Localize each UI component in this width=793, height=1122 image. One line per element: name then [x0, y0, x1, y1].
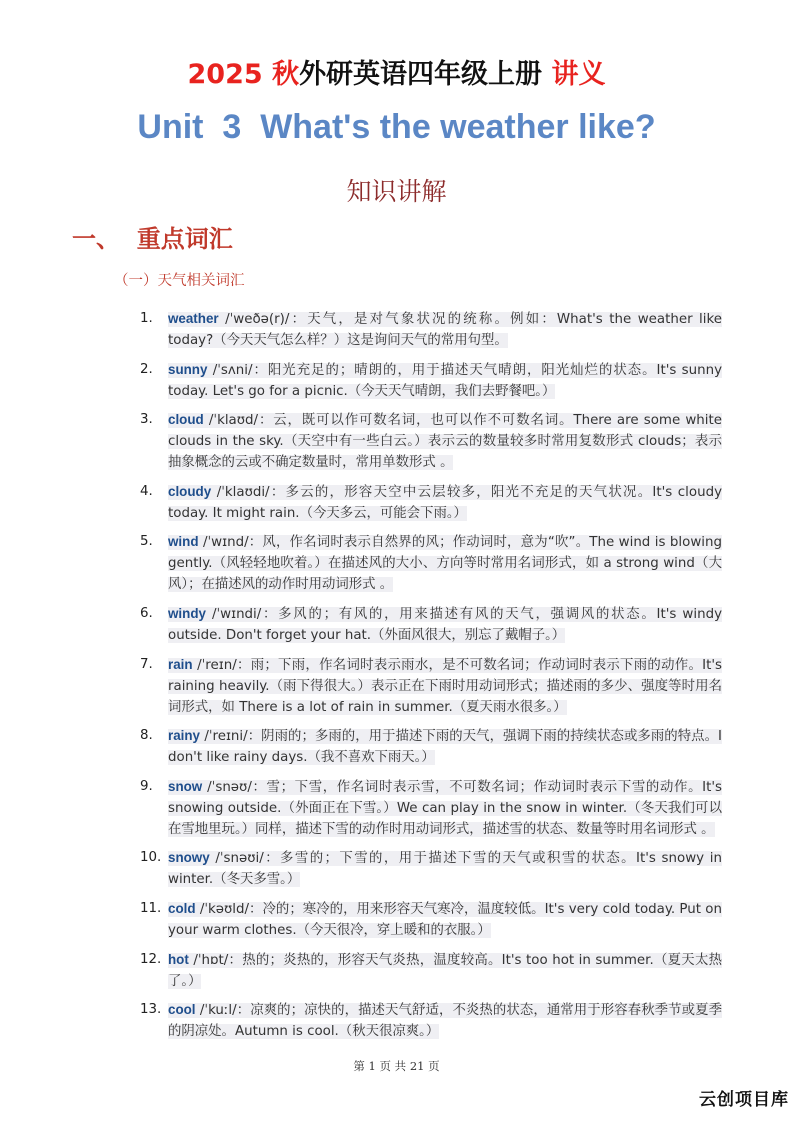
vocab-item: [140, 531, 722, 595]
vocab-item: [140, 308, 722, 351]
vocab-word: sunny: [168, 361, 208, 377]
page-number: 第 1 页 共 21 页: [353, 1059, 440, 1073]
vocab-definition: /ˈhɒt/：热的；炎热的，形容天气炎热，温度较高。It's too hot in summer.（夏天太热了。）: [168, 952, 722, 989]
vocab-word: wind: [168, 534, 199, 550]
vocab-word: rain: [168, 656, 193, 672]
vocab-item: [140, 409, 722, 473]
vocab-definition: /ˈwɪndi/：多风的；有风的，用来描述有风的天气，强调风的状态。It's windy outside. Don't forget your hat.（外面风很大，别忘了戴帽子。）: [168, 606, 722, 643]
vocab-word: cold: [168, 900, 196, 916]
vocab-item: [140, 949, 722, 992]
vocab-word: snowy: [168, 850, 210, 866]
vocab-definition: /ˈkəʊld/：冷的；寒冷的，用来形容天气寒冷，温度较低。It's very cold today. Put on your warm clothes.（今天很冷，穿上暖和的衣服。）: [168, 901, 722, 938]
item-number: 13.: [140, 1002, 162, 1018]
subsection-heading: （一）天气相关词汇: [114, 273, 245, 289]
item-number: 5.: [140, 534, 153, 550]
vocab-item: [140, 847, 722, 890]
vocab-word: cloudy: [168, 483, 212, 499]
vocab-definition: /ˈwɪnd/：风，作名词时表示自然界的风；作动词时，意为“吹”。The wind is blowing gently.（风轻轻地吹着。）在描述风的大小、方向等时常用名词形式，如 a strong wind（大风）；在描述风的动作时用动词形式 。: [168, 535, 722, 593]
vocab-item: [140, 725, 722, 768]
vocab-definition: /ˈreɪni/：阴雨的；多雨的，用于描述下雨的天气，强调下雨的持续状态或多雨的特点。I don't like rainy days.（我不喜欢下雨天。）: [168, 729, 722, 766]
vocab-word: rainy: [168, 728, 201, 744]
vocab-item: [140, 359, 722, 402]
section-heading: 一、 重点词汇: [72, 224, 233, 253]
vocab-item: [140, 898, 722, 941]
title-prefix: 2025 秋: [187, 59, 300, 90]
vocab-item: [140, 603, 722, 646]
vocab-item: [140, 776, 722, 840]
vocab-item: [140, 654, 722, 718]
item-number: 1.: [140, 311, 153, 326]
item-number: 11.: [140, 900, 162, 916]
vocab-word: weather: [168, 311, 219, 326]
unit-title: Unit 3 What's the weather like?: [137, 108, 656, 146]
vocab-word: cloud: [168, 412, 204, 428]
title-suffix-text: 讲义: [551, 59, 606, 90]
item-number: 8.: [140, 728, 153, 744]
vocab-definition: /ˈsnəʊ/：雪；下雪，作名词时表示雪，不可数名词；作动词时表示下雪的动作。It's snowing outside.（外面正在下雪。）We can play in the snow in winter.（冬天我们可以在雪地里玩。）同样，描述下雪的动作时用动词形式，描述雪的状态、数量等时用名词形式 。: [168, 779, 722, 837]
item-number: 12.: [140, 951, 162, 967]
item-number: 9.: [140, 778, 153, 794]
vocab-definition: /ˈklaʊdi/：多云的，形容天空中云层较多，阳光不充足的天气状况。It's cloudy today. It might rain.（今天多云，可能会下雨。）: [168, 484, 722, 521]
vocab-list: [140, 308, 722, 1050]
item-number: 10.: [140, 850, 162, 866]
title-main: 外研英语四年级上册: [299, 59, 543, 90]
vocab-definition: /ˈsʌni/：阳光充足的；晴朗的，用于描述天气晴朗，阳光灿烂的状态。It's sunny today. Let's go for a picnic.（今天天气晴朗，我们去野餐吧。）: [168, 362, 722, 399]
document-title: [0, 52, 793, 91]
vocab-definition: /ˈreɪn/：雨；下雨，作名词时表示雨水，是不可数名词；作动词时表示下雨的动作。It's raining heavily.（雨下得很大。）表示正在下雨时用动词形式；描述雨的多少、强度等时用名词形式，如 There is a lot of rain in summer.（夏天雨水很多。）: [168, 657, 722, 715]
vocab-definition: /ˈklaʊd/：云，既可以作可数名词，也可以作不可数名词。There are some white clouds in the sky.（天空中有一些白云。）表示云的数量较多时常用复数形式 clouds；表示抽象概念的云或不确定数量时，常用单数形式 。: [168, 413, 722, 471]
vocab-word: windy: [168, 605, 206, 621]
vocab-word: snow: [168, 778, 203, 794]
item-number: 6.: [140, 605, 153, 621]
title-suffix: [542, 59, 605, 90]
vocab-definition: /ˈkuːl/：凉爽的；凉快的，描述天气舒适，不炎热的状态，通常用于形容春秋季节或夏季的阴凉处。Autumn is cool.（秋天很凉爽。）: [168, 1003, 722, 1040]
vocab-item: [140, 999, 722, 1042]
brand-watermark: 云创项目库: [699, 1090, 789, 1110]
section-subtitle: 知识讲解: [346, 177, 447, 206]
item-number: 4.: [140, 483, 153, 499]
vocab-definition: /ˈweðə(r)/：天气，是对气象状况的统称。例如：What's the weather like today?（今天天气怎么样？）这是询问天气的常用句型。: [168, 312, 722, 348]
vocab-word: hot: [168, 951, 189, 967]
item-number: 7.: [140, 656, 153, 672]
item-number: 3.: [140, 412, 153, 428]
vocab-item: [140, 481, 722, 524]
vocab-word: cool: [168, 1002, 196, 1018]
vocab-definition: /ˈsnəʊi/：多雪的；下雪的，用于描述下雪的天气或积雪的状态。It's snowy in winter.（冬天多雪。）: [168, 851, 722, 888]
item-number: 2.: [140, 361, 153, 377]
